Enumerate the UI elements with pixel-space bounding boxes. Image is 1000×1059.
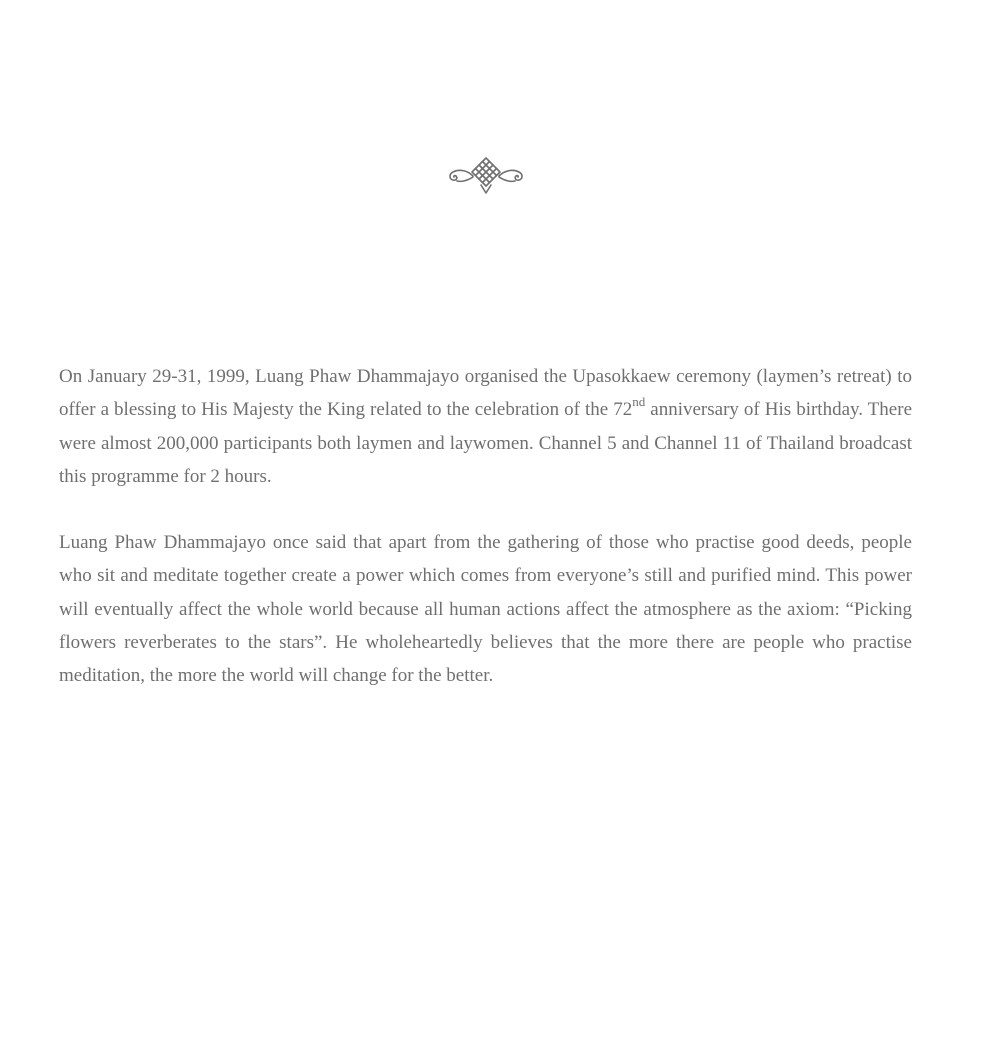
ordinal-suffix: nd <box>632 394 646 410</box>
paragraph-meditation-power: Luang Phaw Dhammajayo once said that apart from the gathering of those who practise good deeds, people who sit and meditate together create a power which comes from everyone’s still and purified mind. This power will eventually affect the whole world because all human actions affect the atmosphere as the axiom: “Picking flowers reverberates to the stars”. He wholeheartedly believes that the more there are people who practise meditation, the more the world will change for the better. <box>59 532 912 687</box>
paragraph-upasokkaew-ceremony <box>59 360 912 493</box>
paragraph-1-text-end: anniversary of His birthday. There were almost 200,000 participants both laymen and laywomen. Channel 5 and Channel 11 of Thailand broadcast this programme for 2 hours. <box>59 399 912 487</box>
body-text <box>59 360 912 726</box>
knot-flourish-icon <box>447 155 525 197</box>
paragraph-1-text-start: On January 29-31, 1999, Luang Phaw Dhammajayo organised the Upasokkaew ceremony (laymen’s retreat) to offer a blessing to His Majesty the King related to the celebration of the 72 <box>59 366 912 421</box>
